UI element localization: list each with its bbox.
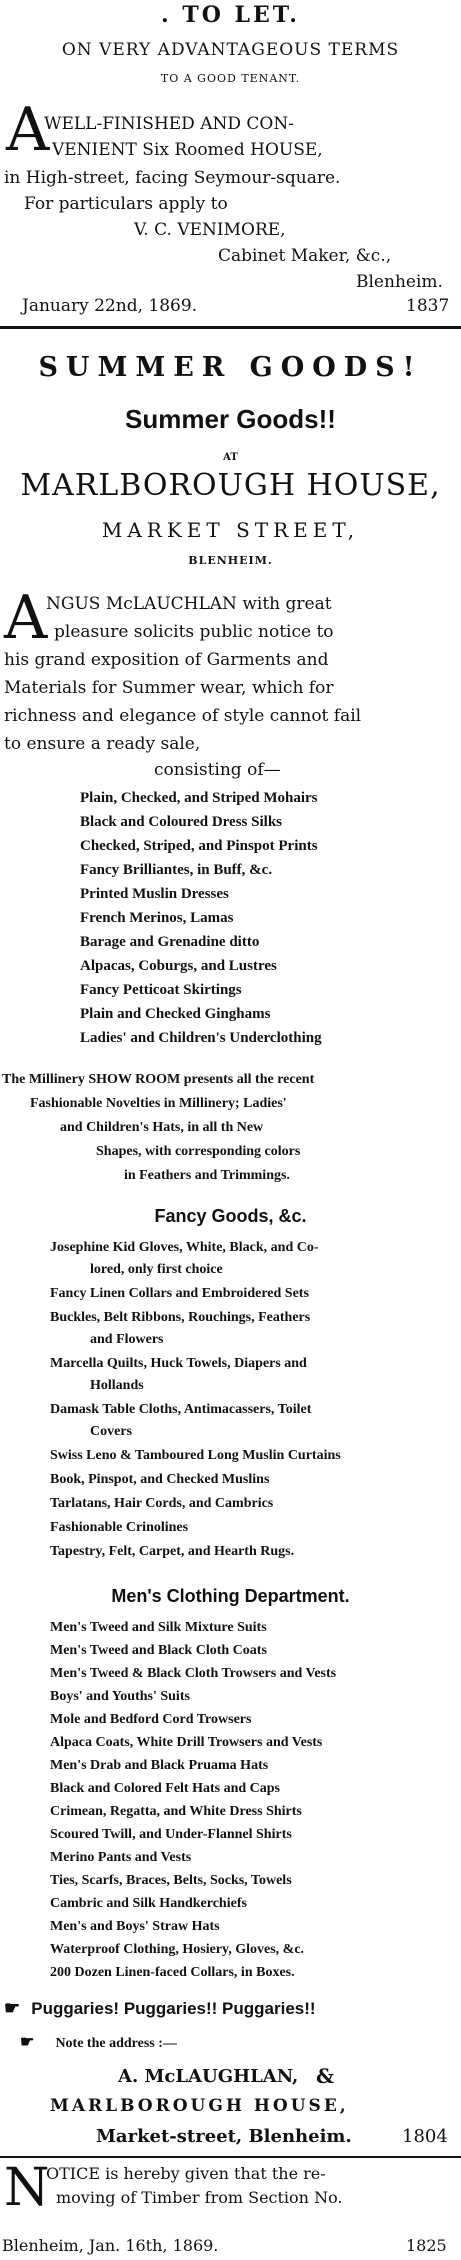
pointing-hand-icon: ☛	[20, 2032, 35, 2051]
list-item: Cambric and Silk Handkerchiefs	[50, 1896, 247, 1911]
millinery-line: The Millinery SHOW ROOM presents all the recent	[2, 1072, 315, 1087]
to-let-date: January 22nd, 1869.	[22, 296, 198, 316]
summer-consisting: consisting of—	[154, 760, 281, 780]
puggaries-text: Puggaries! Puggaries!! Puggaries!!	[31, 1999, 316, 2018]
list-item: Plain and Checked Ginghams	[80, 1006, 271, 1022]
to-let-line3: in High-street, facing Seymour-square.	[4, 168, 341, 188]
list-item: Men's Tweed & Black Cloth Trowsers and Vests	[50, 1666, 337, 1681]
list-item: Fancy Petticoat Skirtings	[80, 982, 242, 998]
list-item: Scoured Twill, and Under-Flannel Shirts	[50, 1827, 292, 1842]
to-let-subhead: ON VERY ADVANTAGEOUS TERMS	[61, 40, 400, 60]
list-item: Men's Drab and Black Pruama Hats	[50, 1758, 269, 1773]
millinery-line: in Feathers and Trimmings.	[124, 1168, 290, 1183]
list-item: Plain, Checked, and Striped Mohairs	[80, 790, 318, 806]
list-item: Mole and Bedford Cord Trowsers	[50, 1712, 252, 1727]
list-item: Fancy Brilliantes, in Buff, &c.	[80, 862, 273, 878]
list-item: 200 Dozen Linen-faced Collars, in Boxes.	[50, 1965, 295, 1980]
ampersand-flourish: &	[316, 2064, 335, 2088]
list-item: Men's and Boys' Straw Hats	[50, 1919, 220, 1934]
list-item: Marcella Quilts, Huck Towels, Diapers and	[50, 1356, 307, 1371]
to-let-line7: Blenheim.	[356, 272, 443, 292]
notice-line-2: moving of Timber from Section No.	[56, 2188, 343, 2207]
list-item: Merino Pants and Vests	[50, 1850, 192, 1865]
to-let-line2: VENIENT Six Roomed HOUSE,	[52, 140, 323, 160]
to-let-line4: For particulars apply to	[24, 194, 228, 214]
millinery-line: Fashionable Novelties in Millinery; Ladies'	[30, 1096, 287, 1111]
list-item: Crimean, Regatta, and White Dress Shirts	[50, 1804, 302, 1819]
summer-intro-6: to ensure a ready sale,	[4, 734, 201, 754]
to-let-subhead2: TO A GOOD TENANT.	[160, 72, 301, 85]
to-let-line1: WELL-FINISHED AND CON-	[44, 114, 294, 134]
separator-rule	[0, 326, 461, 329]
notice-line-1: OTICE is hereby given that the re-	[46, 2164, 326, 2183]
list-item: lored, only first choice	[90, 1262, 223, 1277]
list-item: and Flowers	[90, 1332, 164, 1347]
list-item: Waterproof Clothing, Hosiery, Gloves, &c.	[50, 1942, 305, 1957]
list-item: Boys' and Youths' Suits	[50, 1689, 190, 1704]
to-let-number: 1837	[406, 296, 450, 316]
summer-ad-number: 1804	[402, 2126, 448, 2147]
signature-house: MARLBOROUGH HOUSE,	[50, 2096, 349, 2116]
list-item: Alpacas, Coburgs, and Lustres	[80, 958, 277, 974]
summer-intro-1: NGUS McLAUCHLAN with great	[46, 594, 332, 614]
list-item: Men's Tweed and Black Cloth Coats	[50, 1643, 267, 1658]
list-item: Fancy Linen Collars and Embroidered Sets	[50, 1286, 309, 1301]
millinery-line: and Children's Hats, in all th New	[60, 1120, 264, 1135]
list-item: Printed Muslin Dresses	[80, 886, 229, 902]
notice-date: Blenheim, Jan. 16th, 1869.	[2, 2236, 219, 2255]
summer-town: BLENHEIM.	[188, 554, 273, 567]
to-let-line6: Cabinet Maker, &c.,	[218, 246, 392, 266]
puggaries-line	[4, 1998, 461, 2019]
list-item: Tarlatans, Hair Cords, and Cambrics	[50, 1496, 274, 1511]
list-item: Ties, Scarfs, Braces, Belts, Socks, Towels	[50, 1873, 292, 1888]
summer-house: MARLBOROUGH HOUSE,	[20, 468, 441, 503]
list-item: Barage and Grenadine ditto	[80, 934, 260, 950]
summer-intro-3: his grand exposition of Garments and	[4, 650, 329, 670]
mens-clothing-heading: Men's Clothing Department.	[111, 1586, 350, 1606]
list-item: Alpaca Coats, White Drill Trowsers and Vests	[50, 1735, 323, 1750]
list-item: Buckles, Belt Ribbons, Rouchings, Feathers	[50, 1310, 311, 1325]
list-item: Damask Table Cloths, Antimacassers, Toilet	[50, 1402, 312, 1417]
list-item: Swiss Leno & Tamboured Long Muslin Curtains	[50, 1448, 341, 1463]
to-let-heading: . TO LET.	[161, 2, 300, 28]
separator-rule	[0, 2156, 461, 2158]
list-item: Covers	[90, 1424, 132, 1439]
list-item: French Merinos, Lamas	[80, 910, 234, 926]
note-text: Note the address :—	[55, 2036, 177, 2051]
fancy-goods-heading: Fancy Goods, &c.	[154, 1206, 307, 1226]
summer-intro-2: pleasure solicits public notice to	[54, 622, 334, 642]
list-item: Fashionable Crinolines	[50, 1520, 189, 1535]
list-item: Ladies' and Children's Underclothing	[80, 1030, 322, 1046]
summer-banner: SUMMER GOODS!	[38, 352, 423, 383]
summer-at: AT	[223, 452, 238, 463]
to-let-dropcap: A	[6, 95, 50, 165]
list-item: Black and Coloured Dress Silks	[80, 814, 282, 830]
list-item: Tapestry, Felt, Carpet, and Hearth Rugs.	[50, 1544, 295, 1559]
summer-dropcap: A	[4, 583, 48, 653]
millinery-line: Shapes, with corresponding colors	[96, 1144, 301, 1159]
list-item: Book, Pinspot, and Checked Muslins	[50, 1472, 270, 1487]
signature-street: Market-street, Blenheim.	[96, 2126, 352, 2147]
list-item: Hollands	[90, 1378, 144, 1393]
list-item: Black and Colored Felt Hats and Caps	[50, 1781, 280, 1796]
list-item: Josephine Kid Gloves, White, Black, and Co-	[50, 1240, 319, 1255]
summer-title: Summer Goods!!	[125, 404, 336, 434]
summer-street: MARKET STREET,	[101, 518, 360, 542]
summer-intro-5: richness and elegance of style cannot fail	[4, 706, 362, 726]
list-item: Checked, Striped, and Pinspot Prints	[80, 838, 318, 854]
list-item: Men's Tweed and Silk Mixture Suits	[50, 1620, 267, 1635]
notice-dropcap: N	[4, 2158, 50, 2218]
notice-number: 1825	[406, 2236, 447, 2255]
summer-intro-4: Materials for Summer wear, which for	[4, 678, 334, 698]
note-line	[20, 2032, 177, 2052]
pointing-hand-icon: ☛	[4, 1998, 21, 2019]
to-let-line5: V. C. VENIMORE,	[134, 220, 286, 240]
signature-name: A. McLAUGHLAN,	[118, 2066, 299, 2087]
